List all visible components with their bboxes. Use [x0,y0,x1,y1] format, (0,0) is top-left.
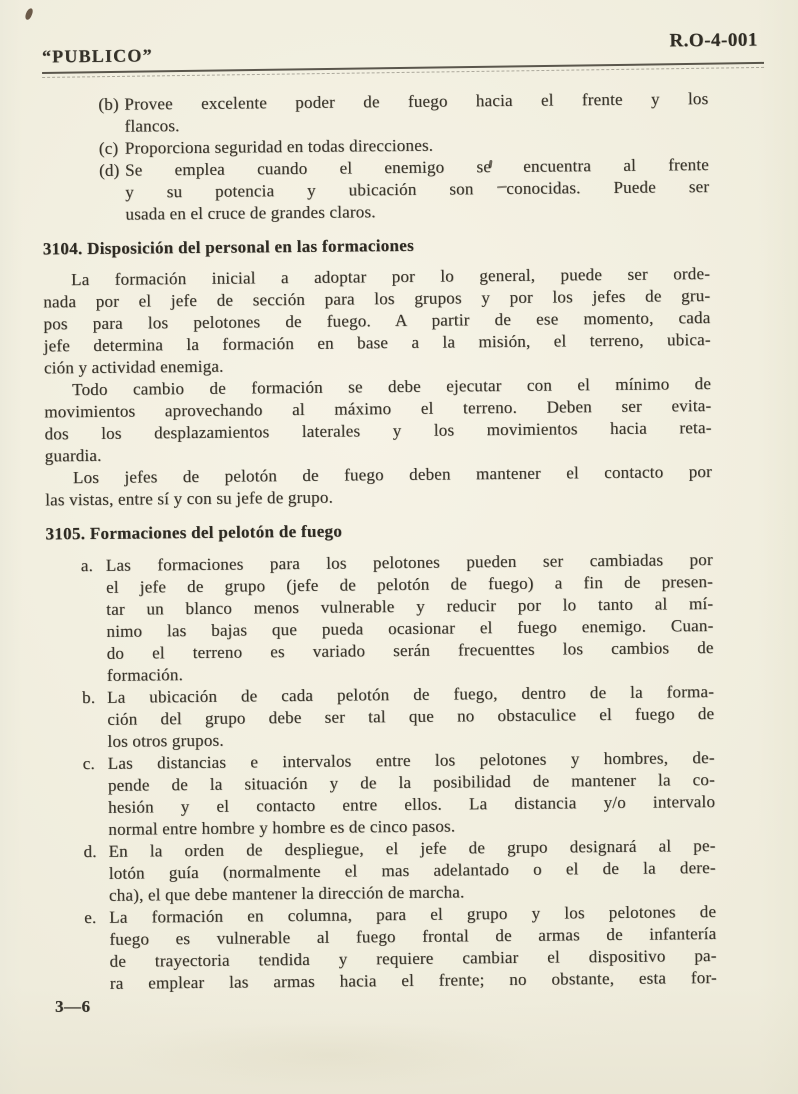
list-item-line: el jefe de grupo (jefe de pelotón de fuego) a fin de presen- [105,572,714,597]
paragraph [45,461,712,511]
list-item-line: tar un blanco menos vulnerable y reducir por lo tanto al mí- [106,593,714,619]
list-item-marker: c. [82,753,96,774]
page-number: 3—6 [55,997,91,1016]
list-item-marker: d. [83,841,97,862]
list-item-marker: (d) [98,160,120,180]
paragraph-line: guardia. [44,445,102,466]
paragraph-line: las vistas, entre sí y con su jefe de grupo. [45,487,334,510]
section-heading: 3105. Formaciones del pelotón de fuego [45,521,343,544]
list-item-line: Las formaciones para los pelotones pueden ser cambiadas por [105,550,713,575]
list-item [83,835,716,907]
paper-stain [120,1020,540,1090]
list-item-line: lotón guía (normalmente el mas adelantado o el de la dere- [108,857,716,883]
list-item-line: normal entre hombre y hombre es de cinco pasos. [108,816,456,839]
lettered-list [98,88,709,226]
list-item-line: cha), el que debe mantener la dirección de marcha. [108,882,465,905]
list-item-marker: (c) [98,138,119,158]
list-item-line: flancos. [124,116,180,136]
list-item-line: ra emplear las armas hacia el frente; no obstante, esta for- [109,967,717,993]
list-item-line: nimo las bajas que pueda ocasionar el fuego enemigo. Cuan- [106,615,714,641]
list-item-line: La ubicación de cada pelotón de fuego, dentro de la forma- [106,681,715,707]
list-item-lines [107,681,715,753]
list-item-lines [124,88,708,138]
list-item-marker: a. [80,555,94,576]
list-item-line: Las distancias e intervalos entre los pelotones y hombres, de- [107,747,715,773]
paragraph-line: jefe determina la formación en base a la misión, el terreno, ubica- [43,330,711,356]
paragraph [43,263,711,379]
list-item-line: y su potencia y ubicación son conocidas. Puede ser [125,177,710,202]
list-item-line: Provee excelente poder de fuego hacia el frente y los [124,89,709,114]
list-item-line: fuego es vulnerable al fuego frontal de armas de infantería [109,923,717,949]
lettered-list [81,549,717,995]
list-item-marker: e. [84,907,97,928]
list-item-line: En la orden de despliegue, el jefe de grupo designará al pe- [108,835,716,861]
list-item-line: ción del grupo debe ser tal que no obstaculice el fuego de [107,703,715,729]
paragraph-line: Los jefes de pelotón de fuego deben mantener el contacto por [72,462,713,488]
list-item-line: hesión y el contacto entre ellos. La distancia y/o intervalo [108,791,716,817]
list-item [99,154,710,226]
paragraph-line: dos los desplazamientos laterales y los movimientos hacia reta- [44,418,712,444]
list-item [81,549,714,687]
list-item [82,681,715,753]
list-item-marker: (b) [98,94,119,114]
list-item-line: de trayectoria tendida y requiere cambiar el dispositivo pa- [109,945,717,971]
list-item-line: pende de la situación y de la posibilidad de mantener la co- [107,769,715,795]
paragraph-line: La formación inicial a adoptar por lo general, puede ser orde- [70,264,711,290]
document-code: R.O-4-001 [669,29,758,52]
paragraph-line: pos para los pelotones de fuego. A partir de ese momento, cada [43,308,711,334]
paragraph-line: movimientos aprovechando al máximo el terreno. Deben ser evita- [44,396,712,422]
classification-label: “PUBLICO” [41,45,153,67]
list-item-line: los otros grupos. [107,730,224,751]
list-item-lines [106,549,714,687]
list-item-line: formación. [106,665,184,685]
list-item [98,88,708,138]
list-item-line: usada en el cruce de grandes claros. [125,202,376,224]
list-item-lines [108,747,716,841]
list-item-lines [108,835,716,907]
list-item-line: Se emplea cuando el enemigo se encuentra al frente [124,155,710,180]
list-item [83,747,716,841]
list-item-lines [125,154,710,226]
list-item [84,901,717,995]
list-item-lines [109,901,717,995]
list-item-line: do el terreno es variado serán frecuenttes los cambios de [106,637,714,663]
paragraph-line: nada por el jefe de sección para los grupos y por los jefes de gru- [43,286,711,312]
section-heading: 3104. Disposición del personal en las formaciones [42,235,415,259]
page-body [41,70,717,995]
list-item-line: La formación en columna, para el grupo y los pelotones de [109,901,717,927]
list-item-marker: b. [81,687,96,708]
list-item-line: Proporciona seguridad en todas direcciones. [124,135,434,158]
paragraph-line: ción y actividad enemiga. [43,356,224,378]
paragraph-line: Todo cambio de formación se debe ejecutar con el mínimo de [72,374,712,400]
paragraph [44,373,712,467]
